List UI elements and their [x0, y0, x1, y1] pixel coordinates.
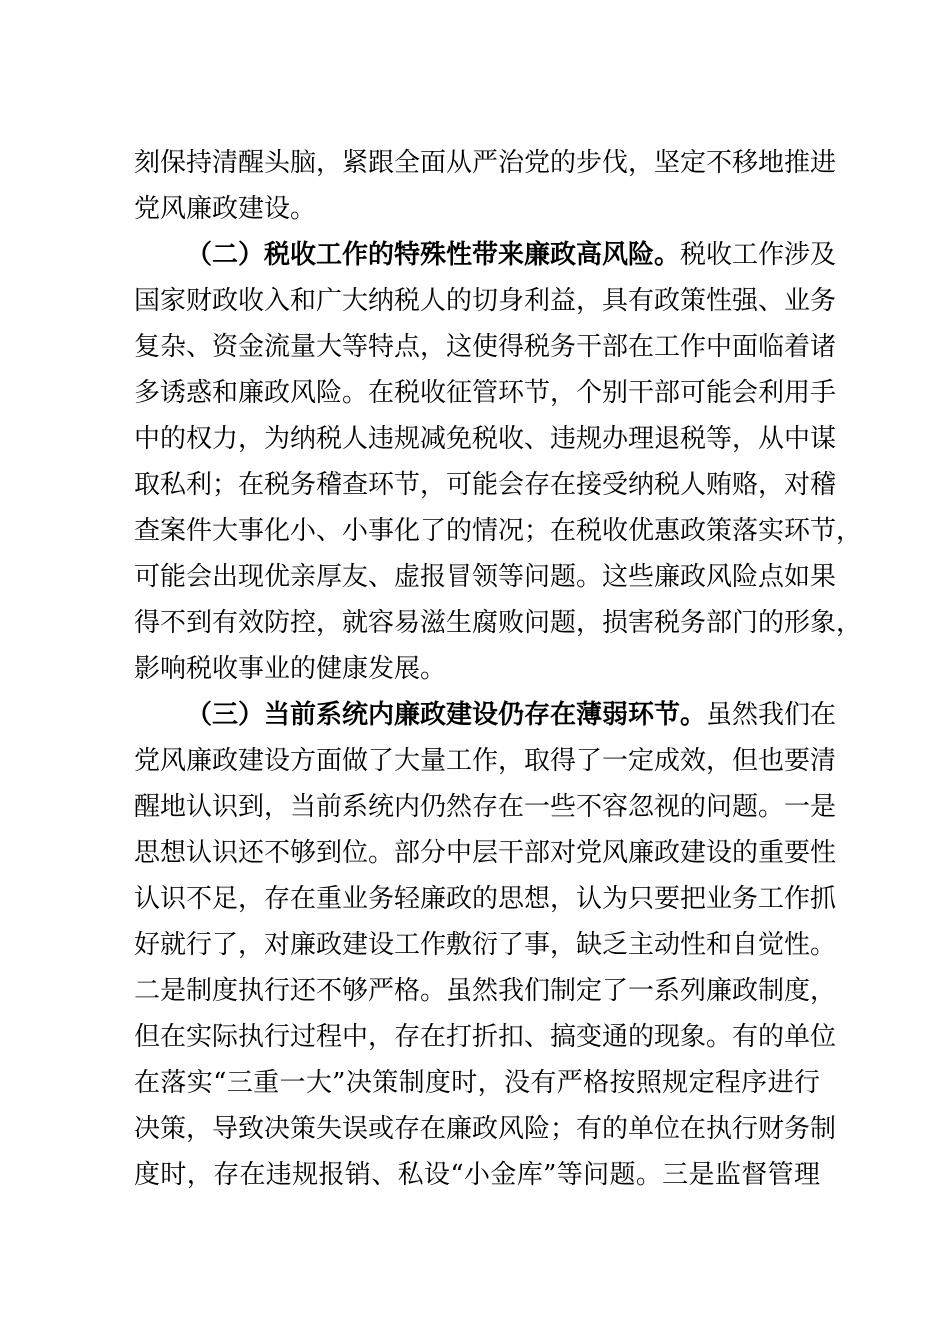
text-line: 得不到有效防控，就容易滋生腐败问题，损害税务部门的形象， [134, 608, 863, 638]
text-line: 好就行了，对廉政建设工作敷衍了事，缺乏主动性和自觉性。 [134, 930, 837, 960]
text-line: 多诱惑和廉政风险。在税收征管环节，个别干部可能会利用手 [134, 378, 837, 408]
text-line: 度时，存在违规报销、私设“小金库”等问题。三是监督管理 [134, 1160, 820, 1190]
text-line: 查案件大事化小、小事化了的情况；在税收优惠政策落实环节， [134, 516, 863, 546]
text-line: 但在实际执行过程中，存在打折扣、搞变通的现象。有的单位 [134, 1022, 837, 1052]
paragraph-first-line [134, 232, 837, 278]
section-heading: （三）当前系统内廉政建设仍存在薄弱环节。 [186, 700, 707, 730]
paragraph-first-line [134, 692, 837, 738]
text-line: 决策，导致决策失误或存在廉政风险；有的单位在执行财务制 [134, 1114, 837, 1144]
text-line: 中的权力，为纳税人违规减免税收、违规办理退税等，从中谋 [134, 424, 837, 454]
text-line: 醒地认识到，当前系统内仍然存在一些不容忽视的问题。一是 [134, 792, 837, 822]
text-line: 影响税收事业的健康发展。 [134, 654, 447, 684]
text-run: 税收工作涉及 [680, 240, 837, 270]
text-line: 复杂、资金流量大等特点，这使得税务干部在工作中面临着诸 [134, 332, 837, 362]
text-line: 思想认识还不够到位。部分中层干部对党风廉政建设的重要性 [134, 838, 837, 868]
text-line: 刻保持清醒头脑，紧跟全面从严治党的步伐，坚定不移地推进 [134, 148, 837, 178]
text-line: 党风廉政建设。 [134, 194, 317, 224]
text-line: 认识不足，存在重业务轻廉政的思想，认为只要把业务工作抓 [134, 884, 837, 914]
text-line: 可能会出现优亲厚友、虚报冒领等问题。这些廉政风险点如果 [134, 562, 837, 592]
text-line: 取私利；在税务稽查环节，可能会存在接受纳税人贿赂，对稽 [134, 470, 837, 500]
text-line: 党风廉政建设方面做了大量工作，取得了一定成效，但也要清 [134, 746, 837, 776]
text-line: 国家财政收入和广大纳税人的切身利益，具有政策性强、业务 [134, 286, 837, 316]
text-run: 虽然我们在 [706, 700, 837, 730]
section-heading: （二）税收工作的特殊性带来廉政高风险。 [186, 240, 681, 270]
text-line: 二是制度执行还不够严格。虽然我们制定了一系列廉政制度， [134, 976, 837, 1006]
document-body [134, 140, 863, 1198]
text-line: 在落实“三重一大”决策制度时，没有严格按照规定程序进行 [134, 1068, 820, 1098]
